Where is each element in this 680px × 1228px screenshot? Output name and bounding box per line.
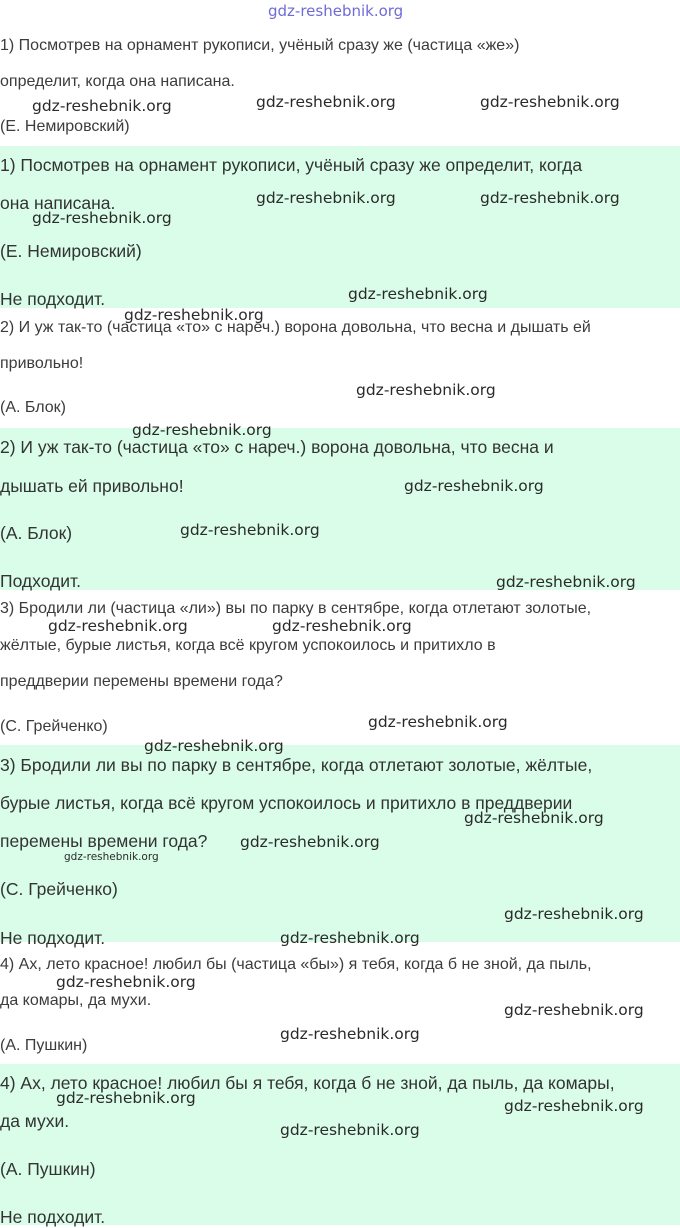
watermark: gdz-reshebnik.org [504, 1001, 644, 1019]
watermark: gdz-reshebnik.org [32, 97, 172, 115]
item-1-answer-line-1: 1) Посмотрев на орнамент рукописи, учёный сразу же определит, когда [0, 155, 583, 175]
watermark: gdz-reshebnik.org [368, 713, 508, 731]
watermark: gdz-reshebnik.org [504, 1097, 644, 1115]
watermark: gdz-reshebnik.org [404, 477, 544, 495]
watermark: gdz-reshebnik.org [280, 1121, 420, 1139]
watermark: gdz-reshebnik.org [480, 93, 620, 111]
item-4-answer-line-2: да мухи. [0, 1111, 70, 1131]
watermark: gdz-reshebnik.org [132, 421, 272, 439]
item-4-original-line-1: 4) Ах, лето красное! любил бы (частица «бы») я тебя, когда б не зной, да пыль, [0, 956, 592, 973]
item-3-original-line-1: 3) Бродили ли (частица «ли») вы по парку в сентябре, когда отлетают золотые, [0, 600, 592, 617]
item-3-answer-author: (С. Грейченко) [0, 879, 118, 899]
item-4-answer-verdict: Не подходит. [0, 1207, 106, 1227]
watermark: gdz-reshebnik.org [64, 851, 159, 863]
item-1-original-line-1: 1) Посмотрев на орнамент рукописи, учёный сразу же (частица «же») [0, 37, 520, 54]
watermark: gdz-reshebnik.org [496, 573, 636, 591]
item-3-original-line-3: преддверии перемены времени года? [0, 673, 283, 690]
watermark-header: gdz-reshebnik.org [268, 2, 404, 20]
item-2-answer-author: (А. Блок) [0, 523, 73, 543]
item-3-answer-line-1: 3) Бродили ли вы по парку в сентябре, когда отлетают золотые, жёлтые, [0, 755, 593, 775]
item-2-original-author: (А. Блок) [0, 399, 66, 416]
item-3-original-author: (С. Грейченко) [0, 718, 108, 735]
item-1-original-author: (Е. Немировский) [0, 118, 130, 135]
watermark: gdz-reshebnik.org [144, 737, 284, 755]
watermark: gdz-reshebnik.org [256, 189, 396, 207]
item-2-original-line-1: 2) И уж так-то (частица «то» с нареч.) ворона довольна, что весна и дышать ей [0, 319, 591, 336]
watermark: gdz-reshebnik.org [280, 1025, 420, 1043]
watermark: gdz-reshebnik.org [348, 285, 488, 303]
watermark: gdz-reshebnik.org [32, 209, 172, 227]
item-3-answer-line-2: бурые листья, когда всё кругом успокоилось и притихло в преддверии [0, 793, 573, 813]
item-2-answer-line-1: 2) И уж так-то (частица «то» с нареч.) ворона довольна, что весна и [0, 437, 554, 457]
watermark: gdz-reshebnik.org [124, 306, 264, 324]
item-1-original-line-2: определит, когда она написана. [0, 73, 235, 90]
item-4-answer-line-1: 4) Ах, лето красное! любил бы я тебя, когда б не зной, да пыль, да комары, [0, 1073, 615, 1093]
item-2-answer-verdict: Подходит. [0, 571, 81, 591]
item-1-answer-line-2: она написана. [0, 193, 116, 213]
item-1-answer-verdict: Не подходит. [0, 289, 106, 309]
watermark: gdz-reshebnik.org [480, 189, 620, 207]
item-2-original-line-2: привольно! [0, 355, 84, 372]
item-4-answer-author: (А. Пушкин) [0, 1159, 96, 1179]
watermark: gdz-reshebnik.org [272, 617, 412, 635]
watermark: gdz-reshebnik.org [48, 617, 188, 635]
watermark: gdz-reshebnik.org [280, 929, 420, 947]
watermark: gdz-reshebnik.org [256, 93, 396, 111]
watermark: gdz-reshebnik.org [504, 905, 644, 923]
watermark: gdz-reshebnik.org [56, 973, 196, 991]
watermark: gdz-reshebnik.org [356, 381, 496, 399]
item-3-answer-line-3: перемены времени года? [0, 831, 208, 851]
watermark: gdz-reshebnik.org [464, 809, 604, 827]
item-4-original-author: (А. Пушкин) [0, 1037, 88, 1054]
watermark: gdz-reshebnik.org [180, 521, 320, 539]
watermark: gdz-reshebnik.org [240, 833, 380, 851]
item-1-answer-author: (Е. Немировский) [0, 241, 142, 261]
watermark: gdz-reshebnik.org [56, 1089, 196, 1107]
item-2-answer-line-2: дышать ей привольно! [0, 476, 184, 496]
item-3-answer-verdict: Не подходит. [0, 928, 106, 948]
item-3-original-line-2: жёлтые, бурые листья, когда всё кругом успокоилось и притихло в [0, 637, 496, 654]
item-4-original-line-2: да комары, да мухи. [0, 992, 152, 1009]
